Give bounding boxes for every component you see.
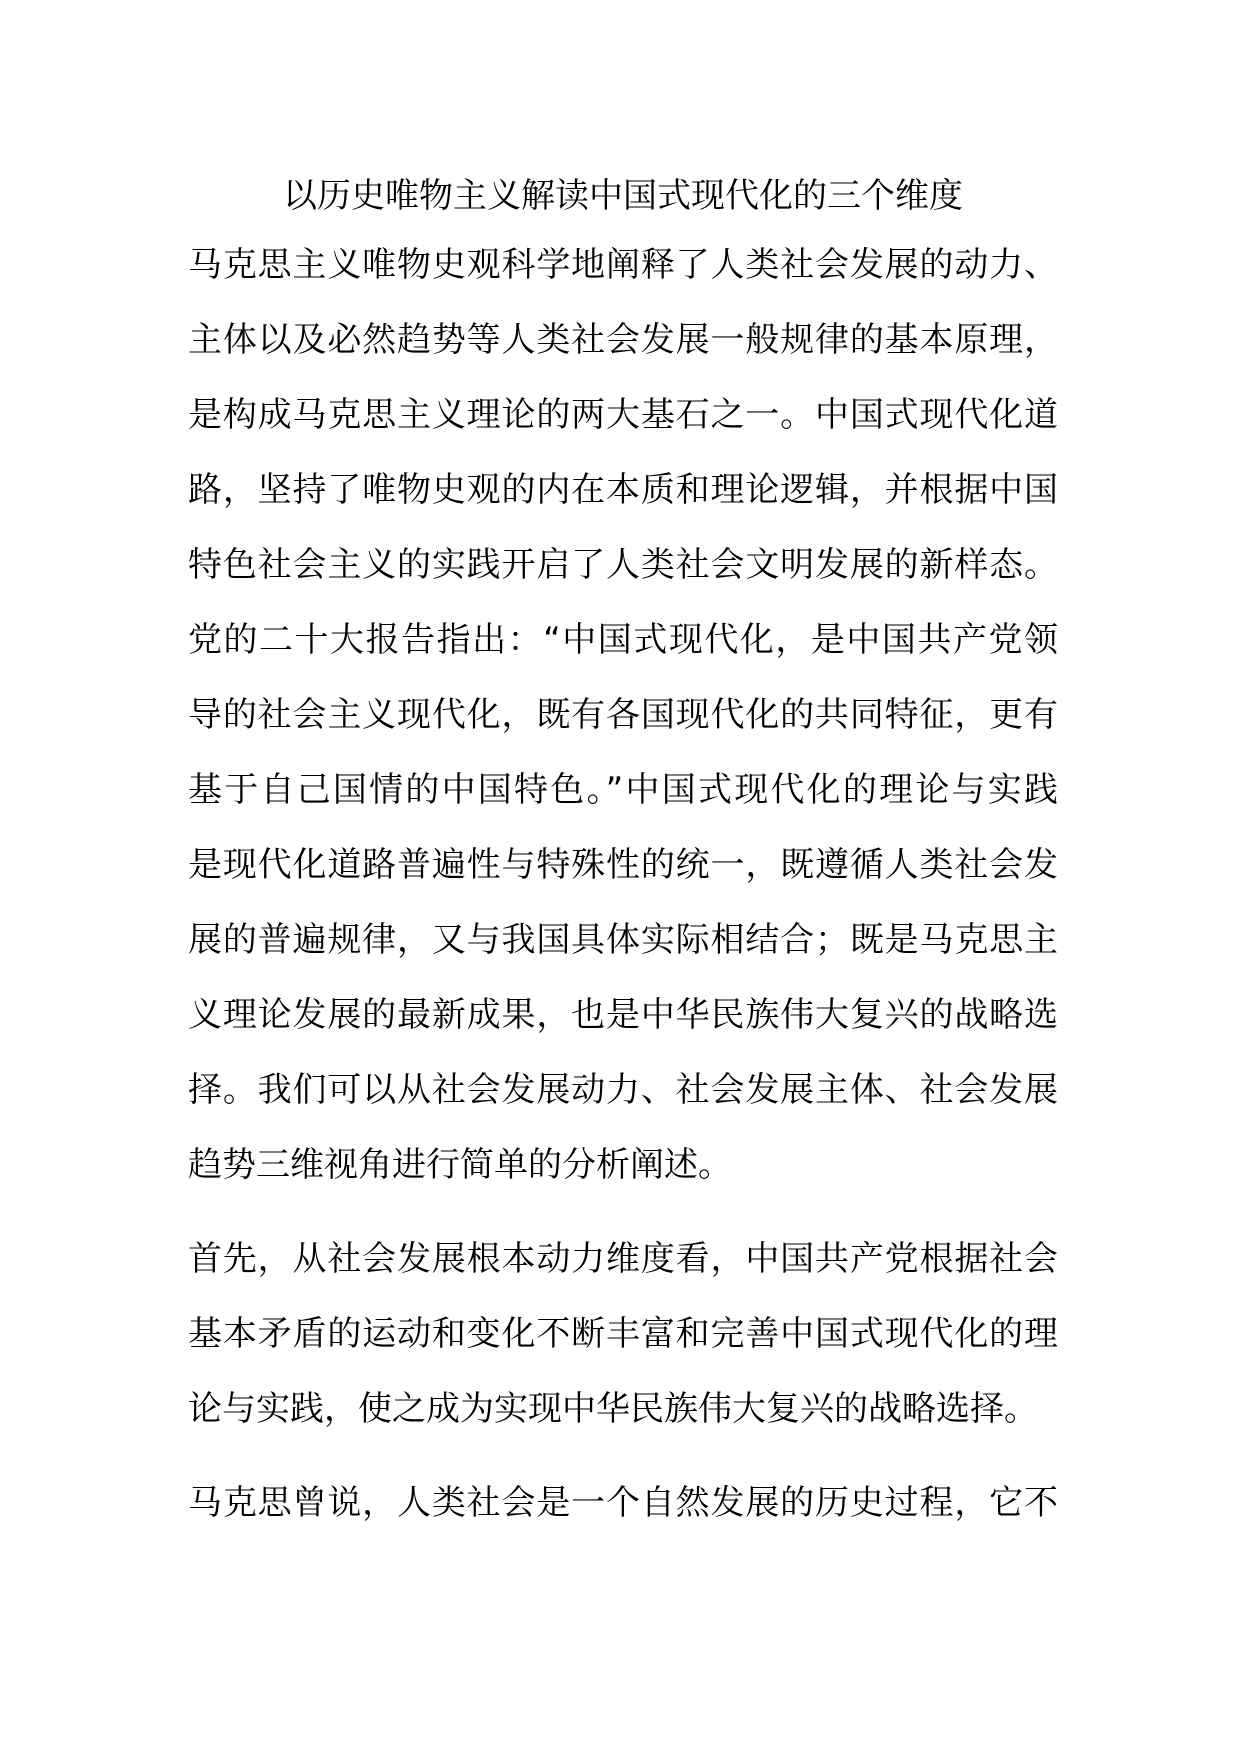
text-line: 择。我们可以从社会发展动力、社会发展主体、社会发展 [188,1070,1058,1110]
paragraph-first-dimension [188,1222,1058,1447]
paragraph-marx-quote [188,1466,1058,1541]
text-line: 路，坚持了唯物史观的内在本质和理论逻辑，并根据中国 [188,470,1058,510]
text-line: 展的普遍规律，又与我国具体实际相结合；既是马克思主 [188,920,1058,960]
paragraph-intro [188,228,1058,1203]
text-line: 特色社会主义的实践开启了人类社会文明发展的新样态。 [188,545,1058,585]
document-title: 以历史唯物主义解读中国式现代化的三个维度 [283,176,963,216]
text-line: 基本矛盾的运动和变化不断丰富和完善中国式现代化的理 [188,1314,1058,1354]
text-line: 趋势三维视角进行简单的分析阐述。 [188,1145,732,1185]
text-line: 义理论发展的最新成果，也是中华民族伟大复兴的战略选 [188,995,1058,1035]
text-line: 是构成马克思主义理论的两大基石之一。中国式现代化道 [188,395,1058,435]
text-line: 导的社会主义现代化，既有各国现代化的共同特征，更有 [188,695,1058,735]
document-body [188,228,1058,1560]
text-line: 主体以及必然趋势等人类社会发展一般规律的基本原理， [188,320,1058,360]
text-line: 论与实践，使之成为实现中华民族伟大复兴的战略选择。 [188,1389,1038,1429]
text-line: 首先，从社会发展根本动力维度看，中国共产党根据社会 [188,1239,1058,1279]
text-line: 党的二十大报告指出：“中国式现代化，是中国共产党领 [188,620,1058,660]
text-line: 马克思主义唯物史观科学地阐释了人类社会发展的动力、 [188,245,1058,285]
text-line: 是现代化道路普遍性与特殊性的统一，既遵循人类社会发 [188,845,1058,885]
text-line: 马克思曾说，人类社会是一个自然发展的历史过程，它不 [188,1483,1058,1523]
text-line: 基于自己国情的中国特色。”中国式现代化的理论与实践 [188,770,1058,810]
